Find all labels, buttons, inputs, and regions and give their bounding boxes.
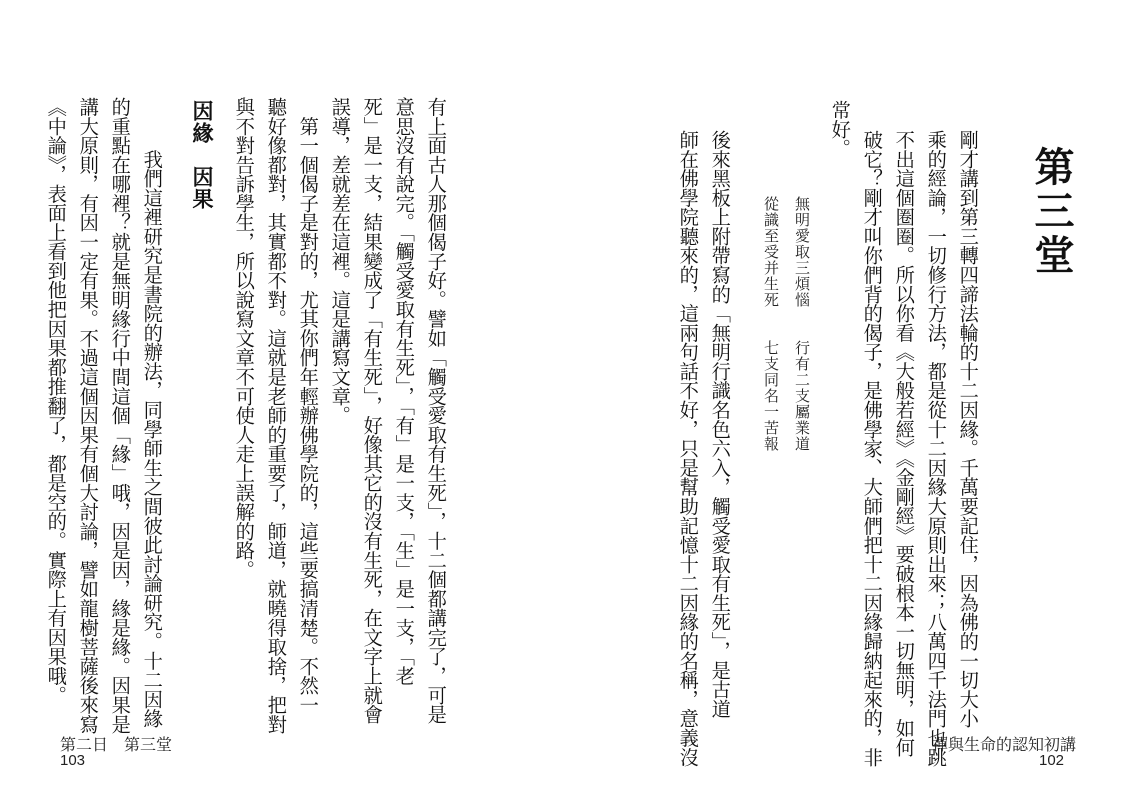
text-column: 聽好像都對，其實都不對。這就是老師的重要了，師道，就曉得取捨，把對 <box>264 97 288 734</box>
text-column: 我們這裡研究是書院的辦法，同學師生之間彼此討論研究。十二因緣 <box>140 130 164 728</box>
text-column: 誤導，差就差在這裡。這是講寫文章。 <box>328 97 352 425</box>
text-column: 乘的經論，一切修行方法，都是從十二因緣大原則出來；八萬四千法門也跳 <box>924 130 948 767</box>
running-title: 第二日 第三堂 <box>60 735 173 754</box>
chapter-title: 第三堂 <box>1028 146 1074 278</box>
page-number: 102 <box>1039 752 1065 769</box>
text-column: 剛才講到第三轉四諦法輪的十二因緣。千萬要記住，因為佛的一切大小 <box>956 130 980 728</box>
left-page <box>0 0 563 800</box>
text-column: 破它？剛才叫你們背的偈子，是佛學家、大師們把十二因緣歸納起來的，非 <box>860 130 884 767</box>
text-column: 講大原則，有因一定有果。不過這個因果有個大討論，譬如龍樹菩薩後來寫 <box>76 97 100 734</box>
text-column: 《中論》，表面上看到他把因果都推翻了，都是空的。實際上有因果哦。 <box>44 97 68 705</box>
verse-line: 無明愛取三煩惱 行有二支屬業道 <box>793 196 811 452</box>
text-column: 意思沒有說完。「觸受愛取有生死」，「有」是一支，「生」是一支，「老 <box>392 97 416 686</box>
text-column: 常好。 <box>828 100 852 158</box>
text-column: 後來黑板上附帶寫的「無明行識名色六入，觸受愛取有生死」，是古道 <box>708 130 732 719</box>
text-column: 師在佛學院聽來的，這兩句話不好，只是幫助記憶十二因緣的名稱，意義沒 <box>676 130 700 767</box>
text-column: 第一個偈子是對的，尤其你們年輕辦佛學院的，這些要搞清楚。不然一 <box>296 97 320 715</box>
text-column: 死」是一支，結果變成了「有生死」，好像其它的沒有生死，在文字上就會 <box>360 97 384 724</box>
section-heading: 因緣 因果 <box>190 100 214 210</box>
page-number: 103 <box>60 752 86 769</box>
right-page <box>564 0 1127 800</box>
verse-line: 從識至受并生死 七支同名一苦報 <box>762 196 780 452</box>
text-column: 與不對告訴學生，所以說寫文章不可使人走上誤解的路。 <box>232 97 256 580</box>
text-column: 不出這個圈圈。所以你看《大般若經》《金剛經》要破根本一切無明，如何 <box>892 130 916 757</box>
text-column: 有上面古人那個偈子好。譬如「觸受愛取有生死」，十二個都講完了，可是 <box>424 97 448 724</box>
text-column: 的重點在哪裡？就是無明緣行中間這個「緣」哦，因是因，緣是緣。因果是 <box>108 97 132 734</box>
running-title: 禪與生命的認知初講 <box>932 735 1077 754</box>
